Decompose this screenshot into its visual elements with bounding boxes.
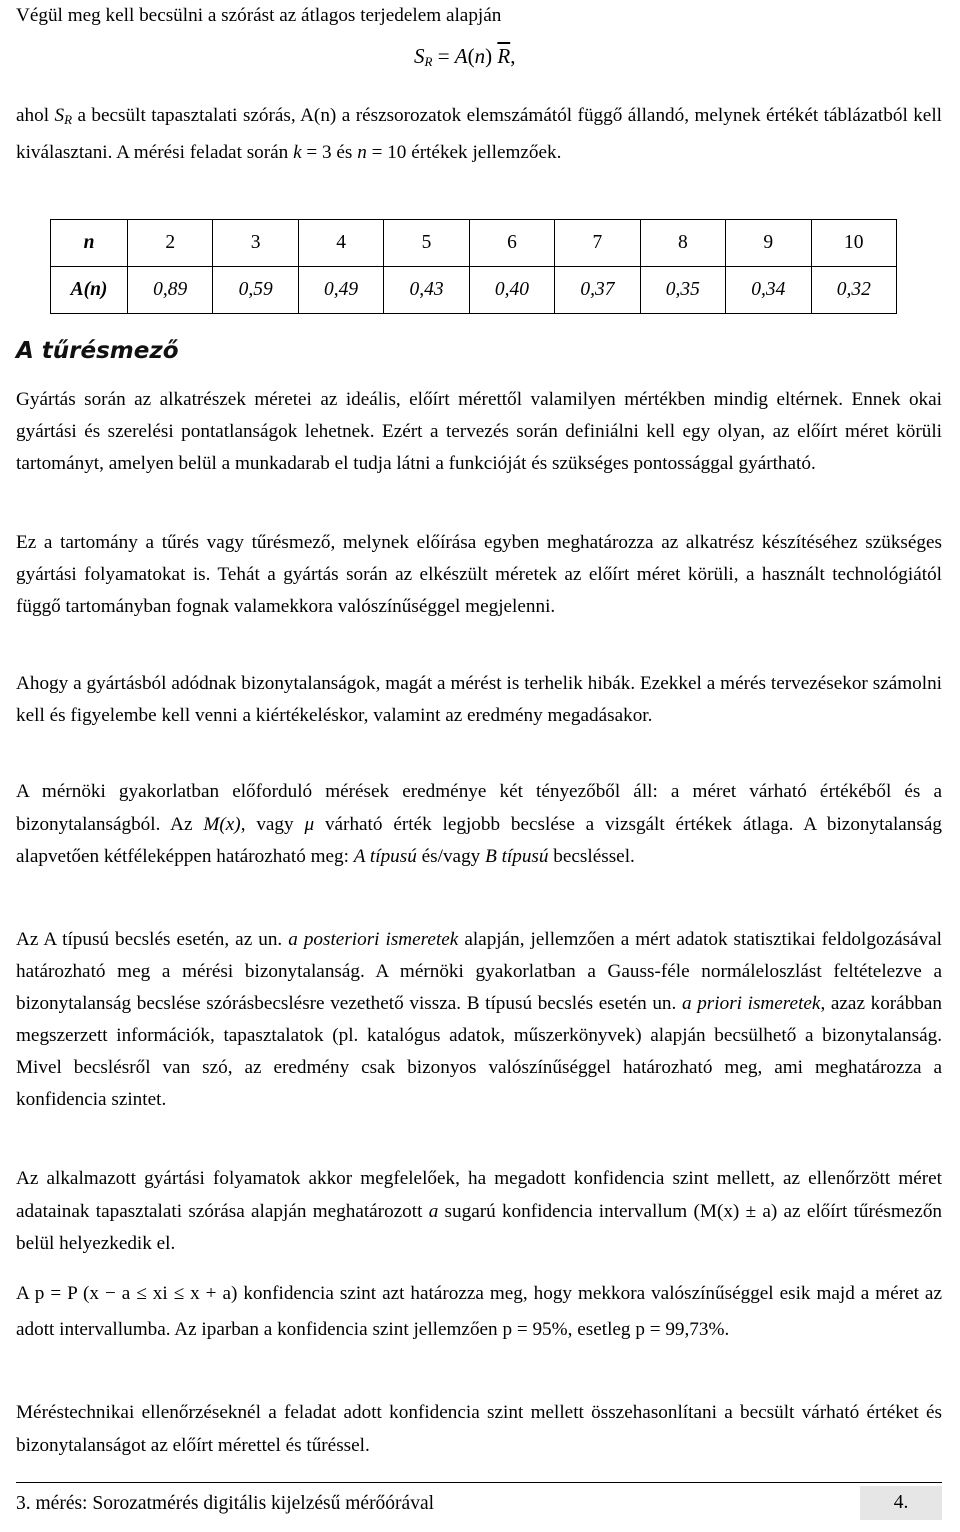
table-cell: 8 [640, 220, 725, 267]
text: , azaz korábban megszerzett információk, tapasztalatok (pl. katalógus adatok, műszerkönyvek) alapján becsülhető a bizonytalanság. Mivel becslésről van szó, az eredmény csak bizonyos valószínűséggel határozható meg, ami meghatározza a konfidencia szintet. [16, 993, 942, 1110]
p9973-value: p = 99,73% [635, 1319, 725, 1340]
formula-eq: = [432, 44, 455, 68]
table-row-an [51, 267, 897, 314]
text: ahol [16, 105, 55, 126]
paragraph-2: Gyártás során az alkatrészek méretei az ideális, előírt mérettől valamilyen mértékben mindig eltérnek. Ennek okai gyártási és szerelési pontatlanságok lehetnek. Ezért a tervezés során definiálni kell egy olyan, az előírt méret körüli tartományt, amelyen belül a munkadarab el tudja látni a funkcióját és szükséges pontossággal gyártható. [16, 389, 942, 474]
text: Az alkalmazott gyártási folyamatok akkor megfelelőek, ha megadott konfidencia szint mellett, az ellenőrzött méret adatainak tapasztalati szórása alapján meghatározott [16, 1168, 942, 1222]
paragraph-7 [16, 1163, 942, 1261]
table-cell: 0,49 [298, 267, 383, 314]
text: az előírt tűrésmezőn belül helyezkedik el. [16, 1200, 943, 1254]
text: a becsült tapasztalati szórás, [72, 105, 301, 126]
table-cell: 0,35 [640, 267, 725, 314]
text: A [16, 1283, 35, 1304]
paragraph-9: Méréstechnikai ellenőrzéseknél a feladat adott konfidencia szint mellett összehasonlítani a becsült várható értéket és bizonytalanságot az előírt mérettel és tűréssel. [16, 1402, 942, 1456]
paragraph-3: Ez a tartomány a tűrés vagy tűrésmező, melynek előírása egyben meghatározza az alkatrész készítéséhez szükséges gyártási folyamatokat is. Tehát a gyártás során az elkészült méretek az előírt méret körüli, a használt technológiától függő tartományban fognak valamekkora valószínűséggel megjelenni. [16, 532, 942, 617]
a-posteriori-term: a posteriori ismeretek [288, 929, 459, 950]
text: , esetleg [567, 1319, 636, 1340]
table-cell: 0,40 [469, 267, 554, 314]
paragraph-8 [16, 1276, 942, 1348]
text: a részsorozatok elemszámától függő állandó, melynek értékét táblázatból kell kiválasztani. A mérési feladat során [16, 105, 942, 163]
table-cell: 7 [555, 220, 640, 267]
section-heading: A tűrésmező [16, 338, 179, 364]
an-symbol: A(n) [300, 105, 337, 126]
page-footer [16, 1482, 942, 1523]
paragraph-6 [16, 924, 942, 1116]
interval-formula: (M(x) ± a) [693, 1200, 778, 1222]
n-symbol: n [357, 141, 367, 163]
intro-line: Végül meg kell becsülni a szórást az átlagos terjedelem alapján [16, 5, 502, 26]
mu-symbol: μ [304, 813, 315, 835]
table-row-n [51, 220, 897, 267]
table-cell: 0,37 [555, 267, 640, 314]
table-cell: 6 [469, 220, 554, 267]
text: sugarú konfidencia intervallum [438, 1200, 694, 1222]
text: várható érték legjobb becslése a vizsgált értékek átlaga. A bizonytalanság alapvetően kétféleképpen határozható meg: [16, 813, 942, 867]
page-number: 4. [860, 1486, 942, 1520]
b-type-term: B típusú [485, 846, 549, 867]
a-type-term: A típusú [353, 846, 417, 867]
a-symbol: a [428, 1200, 439, 1222]
footer-title: 3. mérés: Sorozatmérés digitális kijelzésű mérőórával [16, 1493, 435, 1514]
paragraph-4: Ahogy a gyártásból adódnak bizonytalanságok, magát a mérést is terhelik hibák. Ezekkel a mérés tervezésekor számolni kell és figyelembe kell venni a kiértékeléskor, valamint az eredmény megadásakor. [16, 673, 942, 726]
k-value: = 3 [301, 141, 332, 163]
text: . [724, 1319, 730, 1340]
n-value: = 10 [366, 141, 407, 163]
table-cell: 5 [384, 220, 469, 267]
an-table [50, 219, 897, 314]
paragraph-5 [16, 776, 942, 874]
formula-a: A [454, 44, 468, 68]
p95-value: p = 95% [502, 1319, 568, 1340]
probability-formula: p = P (x − a ≤ xi ≤ x + a) [34, 1283, 238, 1304]
k-symbol: k [293, 141, 302, 163]
mx-symbol: M(x) [203, 813, 241, 835]
sr-symbol: S [54, 105, 65, 126]
text: becsléssel. [548, 846, 635, 867]
range-formula: $S_R = A(n)$ $\overline{R}$, [414, 44, 516, 69]
table-cell: 9 [726, 220, 811, 267]
a-priori-term: a priori ismeretek [681, 993, 821, 1014]
table-cell: 4 [298, 220, 383, 267]
table-cell: 0,43 [384, 267, 469, 314]
text: és/vagy [416, 846, 486, 867]
text: A mérnöki gyakorlatban előforduló mérések eredménye két tényezőből áll: a méret várható értékéből és a bizonytalanságból. Az [16, 781, 942, 835]
formula-s: S [414, 44, 425, 68]
sr-sub: R [64, 112, 73, 127]
text: és [331, 141, 358, 163]
text: alapján, jellemzően a mért adatok statisztikai feldolgozásával határozható meg a mérési bizonytalanság. A mérnöki gyakorlatban a Gauss-féle normáleloszlást feltételezve a bizonytalanság becslése szórásbecslésre vezethető vissza. B típusú becslés esetén un. [16, 929, 943, 1014]
formula-tail: , [510, 44, 516, 68]
text: Az A típusú becslés esetén, az un. [16, 929, 289, 950]
text: , vagy [240, 813, 305, 835]
table-row-label: A(n) [51, 267, 128, 314]
table-cell: 2 [128, 220, 213, 267]
text: konfidencia szint azt határozza meg, hogy mekkora valószínűséggel esik majd a méret az adott intervallumba. Az iparban a konfidencia szint jellemzően [16, 1283, 942, 1340]
table-cell: 0,34 [726, 267, 811, 314]
formula-r: $\overline{R}$ [497, 44, 511, 68]
table-cell: 0,59 [213, 267, 298, 314]
formula-s-sub: R [424, 54, 433, 69]
table-cell: 3 [213, 220, 298, 267]
table-row-label: n [51, 220, 128, 267]
formula-n: n [474, 44, 486, 68]
table-cell: 0,32 [811, 267, 897, 314]
paragraph-an-explanation [16, 100, 942, 169]
table-cell: 0,89 [128, 267, 213, 314]
table-cell: 10 [811, 220, 897, 267]
text: értékek jellemzőek. [406, 141, 562, 163]
